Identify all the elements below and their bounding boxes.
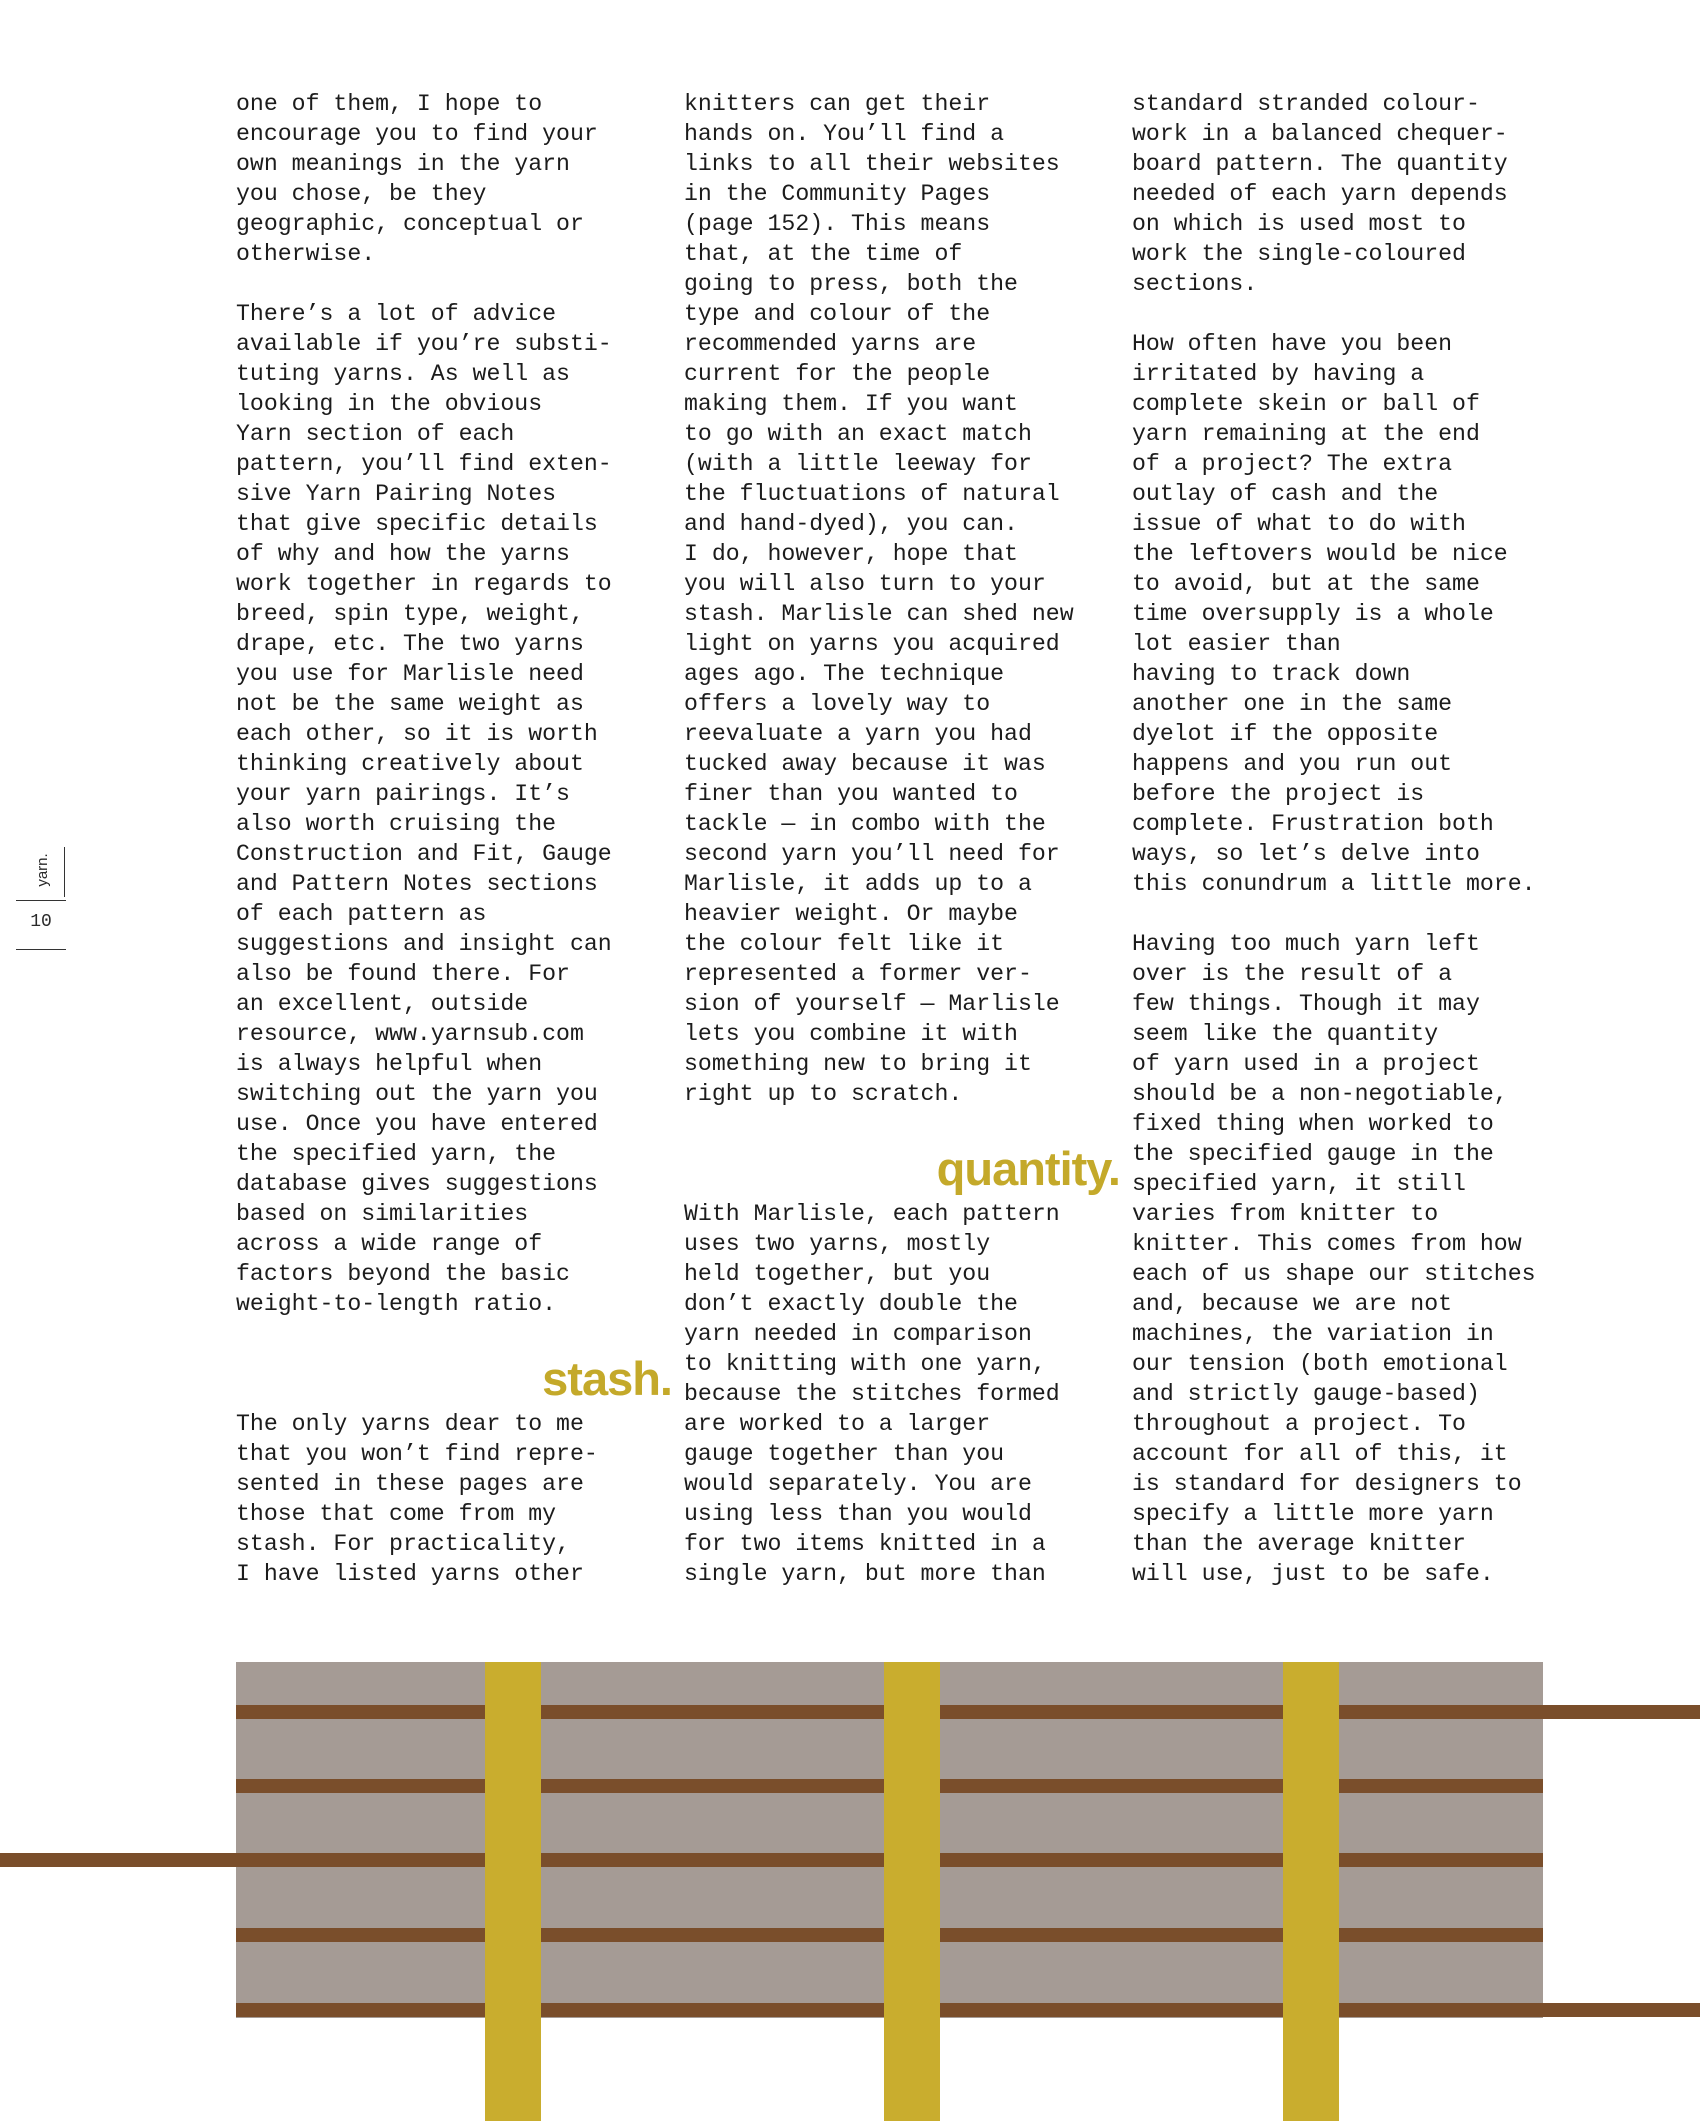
text-line: gauge together than you: [684, 1441, 1005, 1467]
text-line: otherwise.: [236, 241, 376, 267]
text-line: and hand-dyed), you can.: [684, 511, 1018, 537]
text-line: factors beyond the basic: [236, 1261, 570, 1287]
text-line: that you won’t find repre-: [236, 1441, 598, 1467]
text-line: this conundrum a little more.: [1132, 871, 1536, 897]
text-line: complete. Frustration both: [1132, 811, 1494, 837]
text-line: uses two yarns, mostly: [684, 1231, 991, 1257]
text-line: reevaluate a yarn you had: [684, 721, 1032, 747]
text-line: board pattern. The quantity: [1132, 151, 1508, 177]
text-line: on which is used most to: [1132, 211, 1466, 237]
text-line: fixed thing when worked to: [1132, 1111, 1494, 1137]
text-line: outlay of cash and the: [1132, 481, 1439, 507]
text-line: having to track down: [1132, 661, 1411, 687]
text-line: single yarn, but more than: [684, 1561, 1046, 1587]
text-line: time oversupply is a whole: [1132, 601, 1494, 627]
text-line: I do, however, hope that: [684, 541, 1018, 567]
text-line: account for all of this, it: [1132, 1441, 1508, 1467]
warp-strand: [1283, 1662, 1339, 2121]
text-line: dyelot if the opposite: [1132, 721, 1439, 747]
text-line: suggestions and insight can: [236, 931, 612, 957]
text-line: right up to scratch.: [684, 1081, 963, 1107]
text-line: tackle — in combo with the: [684, 811, 1046, 837]
text-line: for two items knitted in a: [684, 1531, 1046, 1557]
text-column-2: [684, 89, 1124, 1589]
text-line: you chose, be they: [236, 181, 487, 207]
text-line: breed, spin type, weight,: [236, 601, 584, 627]
text-line: weight-to-length ratio.: [236, 1291, 557, 1317]
text-line: would separately. You are: [684, 1471, 1032, 1497]
text-line: How often have you been: [1132, 331, 1453, 357]
text-line: ways, so let’s delve into: [1132, 841, 1480, 867]
text-line: those that come from my: [236, 1501, 557, 1527]
text-line: current for the people: [684, 361, 991, 387]
text-line: making them. If you want: [684, 391, 1018, 417]
text-column-3: [1132, 89, 1572, 1589]
text-line: one of them, I hope to: [236, 91, 543, 117]
text-line: and, because we are not: [1132, 1291, 1453, 1317]
warp-strand: [884, 1662, 940, 2121]
text-line: use. Once you have entered: [236, 1111, 598, 1137]
text-line: Marlisle, it adds up to a: [684, 871, 1032, 897]
text-line: available if you’re substi-: [236, 331, 612, 357]
text-line: work the single-coloured: [1132, 241, 1466, 267]
text-line: to avoid, but at the same: [1132, 571, 1480, 597]
text-line: will use, just to be safe.: [1132, 1561, 1494, 1587]
text-line: in the Community Pages: [684, 181, 991, 207]
text-line: that, at the time of: [684, 241, 963, 267]
text-line: pattern, you’ll find exten-: [236, 451, 612, 477]
section-label: yarn.: [33, 853, 51, 887]
text-line: of each pattern as: [236, 901, 487, 927]
text-line: your yarn pairings. It’s: [236, 781, 570, 807]
text-line: of yarn used in a project: [1132, 1051, 1480, 1077]
text-line: switching out the yarn you: [236, 1081, 598, 1107]
sidebar-divider-vertical: [64, 847, 65, 897]
text-line: also worth cruising the: [236, 811, 557, 837]
text-line: using less than you would: [684, 1501, 1032, 1527]
text-line: light on yarns you acquired: [684, 631, 1060, 657]
text-line: links to all their websites: [684, 151, 1060, 177]
text-line: than the average knitter: [1132, 1531, 1466, 1557]
text-line: sented in these pages are: [236, 1471, 584, 1497]
text-line: you use for Marlisle need: [236, 661, 584, 687]
section-heading: stash.: [542, 1352, 672, 1405]
text-line: (page 152). This means: [684, 211, 991, 237]
text-line: machines, the variation in: [1132, 1321, 1494, 1347]
text-line: also be found there. For: [236, 961, 570, 987]
text-line: before the project is: [1132, 781, 1425, 807]
text-line: each of us shape our stitches: [1132, 1261, 1536, 1287]
text-line: irritated by having a: [1132, 361, 1425, 387]
text-line: lets you combine it with: [684, 1021, 1018, 1047]
text-line: offers a lovely way to: [684, 691, 991, 717]
text-line: is always helpful when: [236, 1051, 543, 1077]
text-line: lot easier than: [1132, 631, 1341, 657]
text-line: sections.: [1132, 271, 1258, 297]
text-line: are worked to a larger: [684, 1411, 991, 1437]
section-heading: quantity.: [936, 1142, 1120, 1195]
text-line: own meanings in the yarn: [236, 151, 570, 177]
text-line: seem like the quantity: [1132, 1021, 1439, 1047]
text-line: tucked away because it was: [684, 751, 1046, 777]
text-line: few things. Though it may: [1132, 991, 1480, 1017]
text-line: based on similarities: [236, 1201, 529, 1227]
text-line: represented a former ver-: [684, 961, 1032, 987]
text-line: With Marlisle, each pattern: [684, 1201, 1060, 1227]
text-column-1: [236, 89, 676, 1589]
text-line: going to press, both the: [684, 271, 1018, 297]
text-line: should be a non-negotiable,: [1132, 1081, 1508, 1107]
text-line: resource, www.yarnsub.com: [236, 1021, 584, 1047]
text-line: work together in regards to: [236, 571, 612, 597]
text-line: stash. For practicality,: [236, 1531, 570, 1557]
text-line: heavier weight. Or maybe: [684, 901, 1018, 927]
text-line: another one in the same: [1132, 691, 1453, 717]
text-line: (with a little leeway for: [684, 451, 1032, 477]
text-line: recommended yarns are: [684, 331, 977, 357]
text-line: yarn remaining at the end: [1132, 421, 1480, 447]
text-line: ages ago. The technique: [684, 661, 1005, 687]
text-line: across a wide range of: [236, 1231, 543, 1257]
text-line: the fluctuations of natural: [684, 481, 1060, 507]
text-line: our tension (both emotional: [1132, 1351, 1508, 1377]
text-line: sive Yarn Pairing Notes: [236, 481, 557, 507]
text-line: complete skein or ball of: [1132, 391, 1480, 417]
sidebar-rule-bottom: [16, 949, 66, 950]
text-line: issue of what to do with: [1132, 511, 1466, 537]
text-line: that give specific details: [236, 511, 598, 537]
text-line: drape, etc. The two yarns: [236, 631, 584, 657]
weft-strand: [1543, 2003, 1700, 2017]
text-line: throughout a project. To: [1132, 1411, 1466, 1437]
text-line: the leftovers would be nice: [1132, 541, 1508, 567]
text-line: an excellent, outside: [236, 991, 529, 1017]
text-line: you will also turn to your: [684, 571, 1046, 597]
text-line: encourage you to find your: [236, 121, 598, 147]
sidebar-rule-top: [16, 900, 66, 901]
text-line: looking in the obvious: [236, 391, 543, 417]
text-line: There’s a lot of advice: [236, 301, 557, 327]
page-number: 10: [30, 912, 52, 932]
text-line: Construction and Fit, Gauge: [236, 841, 612, 867]
text-line: [236, 269, 676, 299]
warp-strand: [485, 1662, 541, 2121]
text-line: [1132, 299, 1572, 329]
text-line: to knitting with one yarn,: [684, 1351, 1046, 1377]
text-line: tuting yarns. As well as: [236, 361, 570, 387]
text-line: geographic, conceptual or: [236, 211, 584, 237]
text-line: and strictly gauge-based): [1132, 1381, 1480, 1407]
text-line: database gives suggestions: [236, 1171, 598, 1197]
text-line: knitter. This comes from how: [1132, 1231, 1522, 1257]
text-line: second yarn you’ll need for: [684, 841, 1060, 867]
text-line: sion of yourself — Marlisle: [684, 991, 1060, 1017]
text-line: stash. Marlisle can shed new: [684, 601, 1074, 627]
text-line: the specified yarn, the: [236, 1141, 557, 1167]
text-line: not be the same weight as: [236, 691, 584, 717]
text-line: specify a little more yarn: [1132, 1501, 1494, 1527]
text-line: thinking creatively about: [236, 751, 584, 777]
text-line: to go with an exact match: [684, 421, 1032, 447]
text-line: and Pattern Notes sections: [236, 871, 598, 897]
text-line: varies from knitter to: [1132, 1201, 1439, 1227]
text-line: because the stitches formed: [684, 1381, 1060, 1407]
text-line: yarn needed in comparison: [684, 1321, 1032, 1347]
text-line: of why and how the yarns: [236, 541, 570, 567]
text-line: the colour felt like it: [684, 931, 1005, 957]
text-line: The only yarns dear to me: [236, 1411, 584, 1437]
text-line: don’t exactly double the: [684, 1291, 1018, 1317]
text-line: over is the result of a: [1132, 961, 1453, 987]
text-line: standard stranded colour-: [1132, 91, 1480, 117]
text-line: needed of each yarn depends: [1132, 181, 1508, 207]
text-line: each other, so it is worth: [236, 721, 598, 747]
text-line: [1132, 899, 1572, 929]
text-line: I have listed yarns other: [236, 1561, 584, 1587]
text-line: something new to bring it: [684, 1051, 1032, 1077]
text-line: of a project? The extra: [1132, 451, 1453, 477]
text-line: hands on. You’ll find a: [684, 121, 1005, 147]
text-line: work in a balanced chequer-: [1132, 121, 1508, 147]
text-line: happens and you run out: [1132, 751, 1453, 777]
text-line: finer than you wanted to: [684, 781, 1018, 807]
text-line: specified yarn, it still: [1132, 1171, 1466, 1197]
weft-strand: [1543, 1705, 1700, 1719]
text-line: the specified gauge in the: [1132, 1141, 1494, 1167]
text-line: knitters can get their: [684, 91, 991, 117]
text-line: is standard for designers to: [1132, 1471, 1522, 1497]
text-line: type and colour of the: [684, 301, 991, 327]
text-line: held together, but you: [684, 1261, 991, 1287]
text-line: Yarn section of each: [236, 421, 515, 447]
text-line: Having too much yarn left: [1132, 931, 1480, 957]
